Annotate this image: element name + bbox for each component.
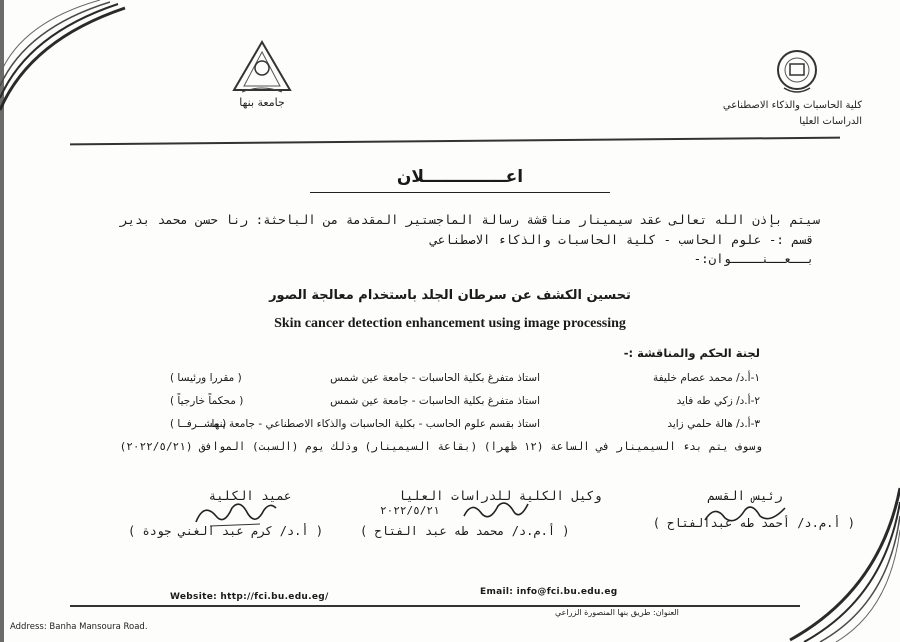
vice-dean-name: ( أ.م.د/ محمد طه عبد الفتاح )	[360, 524, 570, 538]
faculty-department: الدراسات العليا	[799, 116, 862, 127]
dean-label: عميد الكلية	[208, 488, 292, 503]
faculty-name: كلية الحاسبات والذكاء الاصطناعي	[722, 100, 862, 111]
announcement-line-1: سيتم بإذن الله تعالى عقد سيمينار مناقشة رسالة الماجستير المقدمة من الباحثة: رنا حسن محمد بدير	[120, 212, 820, 227]
thesis-title-english: Skin cancer detection enhancement using image processing	[274, 316, 626, 331]
vice-dean-signature	[460, 498, 530, 524]
member-role: ( محكماً خارجياً )	[170, 395, 244, 407]
university-name: جامعة بنها	[239, 96, 285, 109]
member-title: استاذ متفرغ بكلية الحاسبات - جامعة عين شمس	[330, 395, 540, 407]
committee-heading: لجنة الحكم والمناقشة :-	[623, 346, 760, 360]
header-divider	[70, 137, 840, 146]
pyramid-emblem-icon	[212, 38, 312, 98]
committee-member	[140, 395, 760, 413]
dean-name: ( أ.د/ كرم عبد الغني جودة )	[128, 524, 324, 538]
vice-dean-signature-date: ٢٠٢٢/٥/٢١	[380, 504, 440, 517]
footer-address-arabic: العنوان: طريق بنها المنصورة الزراعي	[555, 608, 679, 617]
announcement-heading: اعــــــــــــــلان	[396, 167, 524, 187]
schedule-text: وسوف يتم بدء السيمينار في الساعة (١٢ ظهرا) (بقاعة السيمينار) وذلك يوم (السبت) الموافق (٢٠٢٢/٥/٢١)	[119, 440, 762, 453]
footer-divider	[70, 605, 800, 607]
member-name: ١-أ.د/ محمد عصام خليفة	[652, 372, 760, 384]
head-of-department-name: ( أ.م.د/ أحمد طه عبدالفتاح )	[652, 516, 855, 530]
thesis-title-arabic: تحسين الكشف عن سرطان الجلد باستخدام معالجة الصور	[269, 288, 631, 303]
announcement-line-2: قسم :- علوم الحاسب - كلية الحاسبات والذكاء الاصطناعي	[430, 232, 814, 247]
member-name: ٣-أ.د/ هالة حلمي زايد	[667, 418, 760, 430]
vice-dean-label: وكيل الكلية للدراسات العليا	[398, 488, 602, 503]
head-of-department-label: رئيس القسم	[707, 488, 783, 503]
bottom-right-swoosh	[780, 480, 900, 642]
footer-email: Email: info@fci.bu.edu.eg	[480, 587, 618, 597]
footer-address: Address: Banha Mansoura Road.	[10, 622, 148, 632]
announcement-line-3: بــعــنــــوان:-	[693, 251, 814, 266]
member-name: ٢-أ.د/ زكي طه فايد	[676, 395, 760, 407]
faculty-emblem-icon	[774, 48, 820, 96]
announcement-underline	[310, 192, 610, 193]
faculty-logo	[722, 48, 892, 138]
committee-member	[140, 418, 760, 436]
member-title: استاذ متفرغ بكلية الحاسبات - جامعة عين شمس	[330, 372, 540, 384]
top-left-swoosh	[0, 0, 130, 120]
footer-website: Website: http://fci.bu.edu.eg/	[170, 592, 329, 602]
university-logo	[212, 38, 312, 118]
member-title: استاذ بقسم علوم الحاسب - بكلية الحاسبات والذكاء الاصطناعي - جامعة بنها	[211, 418, 540, 430]
member-role: ( مشــرفــا )	[170, 418, 227, 430]
committee-member	[140, 372, 760, 390]
member-role: ( مقررا ورئيسا )	[170, 372, 242, 384]
